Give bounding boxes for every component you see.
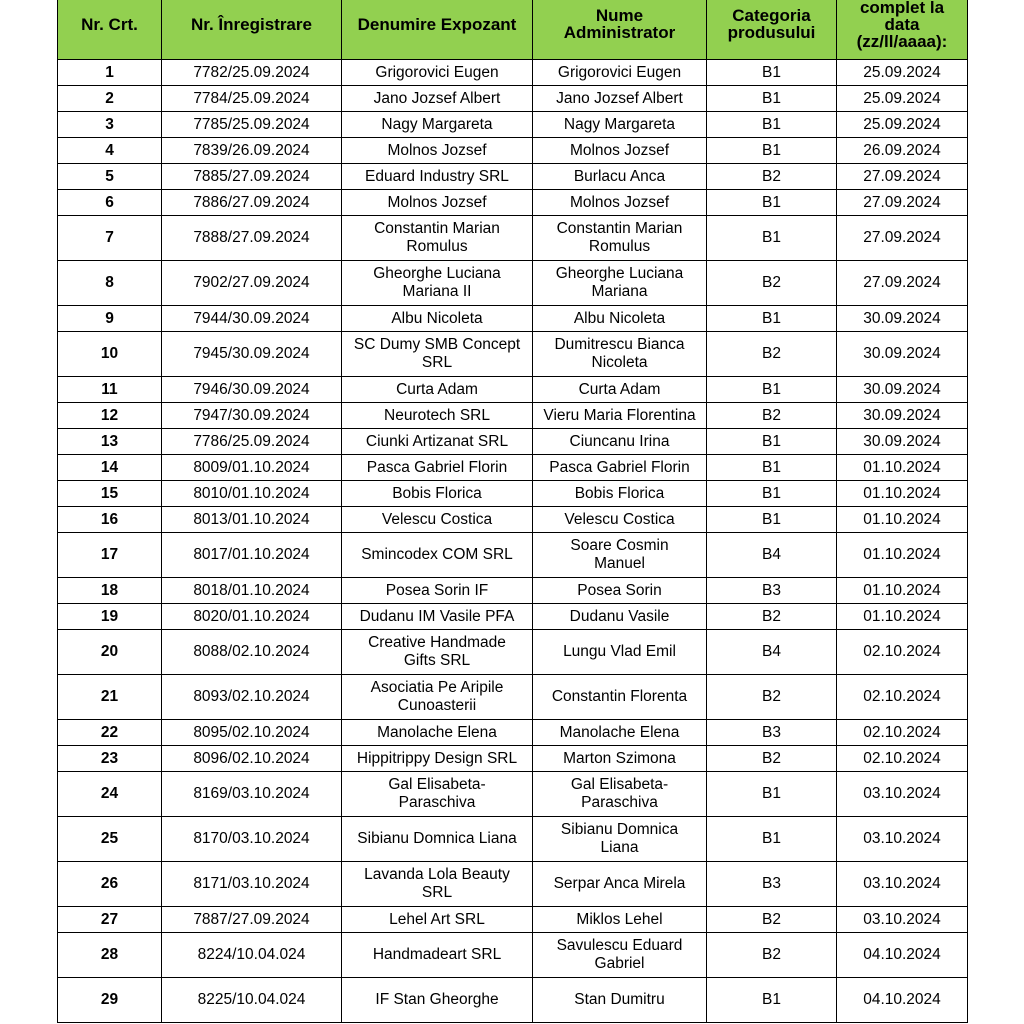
- cell-categoria: B2: [707, 675, 837, 720]
- table-row: [58, 533, 968, 578]
- cell-nume-administrator-line: Stan Dumitru: [574, 991, 665, 1008]
- cell-denumire-expozant-line: Curta Adam: [396, 380, 478, 398]
- cell-data: 03.10.2024: [837, 862, 968, 907]
- header-denumire-expozant: Denumire Expozant: [342, 0, 533, 60]
- cell-nr-inregistrare: 7785/25.09.2024: [162, 112, 342, 138]
- cell-nume-administrator: [533, 261, 707, 306]
- cell-nume-administrator: [533, 817, 707, 862]
- cell-nume-administrator-line: Gabriel: [594, 955, 645, 972]
- table-row: [58, 746, 968, 772]
- cell-nr-crt: 8: [58, 261, 162, 306]
- cell-nume-administrator-line: Velescu Costica: [564, 510, 675, 528]
- table-row: [58, 630, 968, 675]
- cell-nr-crt: 28: [58, 933, 162, 978]
- cell-nume-administrator: [533, 507, 707, 533]
- table-row: [58, 772, 968, 817]
- cell-data: 27.09.2024: [837, 261, 968, 306]
- cell-nr-inregistrare: 7885/27.09.2024: [162, 164, 342, 190]
- cell-nr-crt: 29: [58, 978, 162, 1023]
- cell-nume-administrator-line: Dudanu Vasile: [569, 607, 670, 625]
- cell-nr-inregistrare: 7887/27.09.2024: [162, 907, 342, 933]
- table-row: [58, 306, 968, 332]
- table-row: [58, 907, 968, 933]
- cell-nr-crt: 5: [58, 164, 162, 190]
- cell-nume-administrator-line: Nagy Margareta: [563, 115, 676, 133]
- cell-data: 27.09.2024: [837, 216, 968, 261]
- cell-nume-administrator-line: Manolache Elena: [559, 723, 680, 741]
- cell-nume-administrator-line: Serpar Anca Mirela: [553, 875, 686, 892]
- table-row: [58, 164, 968, 190]
- cell-nume-administrator: [533, 578, 707, 604]
- cell-denumire-expozant-line: Romulus: [406, 238, 468, 255]
- cell-nume-administrator: [533, 481, 707, 507]
- table-row: [58, 190, 968, 216]
- cell-nume-administrator: [533, 332, 707, 377]
- cell-nr-inregistrare: 7886/27.09.2024: [162, 190, 342, 216]
- cell-denumire-expozant: [342, 481, 533, 507]
- cell-categoria: B1: [707, 60, 837, 86]
- cell-nr-crt: 16: [58, 507, 162, 533]
- cell-categoria: B2: [707, 746, 837, 772]
- cell-denumire-expozant-line: Nagy Margareta: [381, 115, 493, 133]
- cell-denumire-expozant-line: Pasca Gabriel Florin: [366, 458, 508, 476]
- cell-denumire-expozant: [342, 772, 533, 817]
- cell-data: 03.10.2024: [837, 772, 968, 817]
- cell-denumire-expozant-line: Ciunki Artizanat SRL: [365, 432, 509, 450]
- cell-nr-crt: 23: [58, 746, 162, 772]
- cell-nr-inregistrare: 8018/01.10.2024: [162, 578, 342, 604]
- cell-denumire-expozant: [342, 377, 533, 403]
- table-row: [58, 455, 968, 481]
- cell-nr-inregistrare: 8009/01.10.2024: [162, 455, 342, 481]
- cell-denumire-expozant: [342, 403, 533, 429]
- cell-denumire-expozant: [342, 675, 533, 720]
- cell-nume-administrator-line: Gheorghe Luciana: [555, 265, 684, 282]
- cell-data: 02.10.2024: [837, 746, 968, 772]
- cell-nr-inregistrare: 8010/01.10.2024: [162, 481, 342, 507]
- table-row: [58, 675, 968, 720]
- cell-data: 03.10.2024: [837, 817, 968, 862]
- table-body: [58, 60, 968, 1023]
- cell-data: 02.10.2024: [837, 630, 968, 675]
- cell-nume-administrator: [533, 907, 707, 933]
- cell-data: 04.10.2024: [837, 933, 968, 978]
- cell-nr-inregistrare: 8224/10.04.024: [162, 933, 342, 978]
- table-row: [58, 138, 968, 164]
- cell-nr-crt: 17: [58, 533, 162, 578]
- cell-categoria: B2: [707, 332, 837, 377]
- cell-nr-inregistrare: 8171/03.10.2024: [162, 862, 342, 907]
- cell-nume-administrator-line: Mariana: [591, 283, 648, 300]
- table-row: [58, 332, 968, 377]
- cell-nume-administrator: [533, 216, 707, 261]
- cell-nume-administrator-line: Pasca Gabriel Florin: [549, 458, 690, 476]
- cell-denumire-expozant-line: Posea Sorin IF: [385, 581, 489, 599]
- cell-nume-administrator: [533, 190, 707, 216]
- table-row: [58, 604, 968, 630]
- cell-categoria: B1: [707, 978, 837, 1023]
- cell-nume-administrator: [533, 377, 707, 403]
- table-row: [58, 578, 968, 604]
- cell-categoria: B2: [707, 403, 837, 429]
- cell-denumire-expozant-line: Sibianu Domnica Liana: [357, 830, 517, 847]
- cell-denumire-expozant-line: Manolache Elena: [377, 723, 497, 741]
- cell-nume-administrator: [533, 86, 707, 112]
- cell-nr-crt: 14: [58, 455, 162, 481]
- cell-data: 30.09.2024: [837, 377, 968, 403]
- cell-nr-inregistrare: 7782/25.09.2024: [162, 60, 342, 86]
- cell-data: 01.10.2024: [837, 604, 968, 630]
- cell-categoria: B2: [707, 261, 837, 306]
- cell-denumire-expozant: [342, 933, 533, 978]
- cell-nr-inregistrare: 8169/03.10.2024: [162, 772, 342, 817]
- cell-nr-crt: 19: [58, 604, 162, 630]
- cell-categoria: B4: [707, 630, 837, 675]
- cell-denumire-expozant: [342, 817, 533, 862]
- cell-nume-administrator: [533, 60, 707, 86]
- cell-nr-crt: 15: [58, 481, 162, 507]
- cell-nume-administrator: [533, 403, 707, 429]
- cell-nume-administrator-line: Soare Cosmin: [570, 537, 669, 554]
- cell-data: 27.09.2024: [837, 190, 968, 216]
- cell-denumire-expozant-line: Lavanda Lola Beauty: [364, 866, 510, 883]
- cell-denumire-expozant-line: Eduard Industry SRL: [365, 167, 509, 185]
- cell-nume-administrator: [533, 630, 707, 675]
- table-row: [58, 720, 968, 746]
- cell-nr-inregistrare: 8017/01.10.2024: [162, 533, 342, 578]
- cell-nr-crt: 6: [58, 190, 162, 216]
- table-row: [58, 817, 968, 862]
- cell-denumire-expozant-line: Paraschiva: [398, 794, 476, 811]
- cell-nr-inregistrare: 8020/01.10.2024: [162, 604, 342, 630]
- cell-data: 01.10.2024: [837, 533, 968, 578]
- cell-denumire-expozant: [342, 907, 533, 933]
- cell-nr-crt: 24: [58, 772, 162, 817]
- cell-data: 01.10.2024: [837, 455, 968, 481]
- header-nume-administrator: Nume Administrator: [533, 0, 707, 60]
- cell-nr-crt: 25: [58, 817, 162, 862]
- cell-data: 27.09.2024: [837, 164, 968, 190]
- cell-nume-administrator-line: Marton Szimona: [563, 749, 676, 767]
- cell-denumire-expozant: [342, 306, 533, 332]
- cell-nume-administrator-line: Gal Elisabeta-: [570, 776, 669, 793]
- cell-data: 25.09.2024: [837, 86, 968, 112]
- cell-denumire-expozant-line: Mariana II: [402, 283, 472, 300]
- cell-data: 01.10.2024: [837, 481, 968, 507]
- cell-categoria: B3: [707, 720, 837, 746]
- cell-denumire-expozant: [342, 164, 533, 190]
- cell-nr-inregistrare: 7902/27.09.2024: [162, 261, 342, 306]
- cell-nume-administrator: [533, 746, 707, 772]
- table-row: [58, 377, 968, 403]
- cell-denumire-expozant: [342, 507, 533, 533]
- cell-nr-crt: 21: [58, 675, 162, 720]
- cell-nume-administrator-line: Lungu Vlad Emil: [563, 643, 676, 660]
- cell-nr-inregistrare: 8170/03.10.2024: [162, 817, 342, 862]
- cell-nume-administrator-line: Grigorovici Eugen: [557, 63, 682, 81]
- cell-nume-administrator-line: Bobis Florica: [574, 484, 665, 502]
- cell-denumire-expozant: [342, 978, 533, 1023]
- header-categoria-produsului: Categoria produsului: [707, 0, 837, 60]
- cell-nr-crt: 18: [58, 578, 162, 604]
- cell-nume-administrator-line: Molnos Jozsef: [569, 193, 670, 211]
- cell-data: 26.09.2024: [837, 138, 968, 164]
- cell-denumire-expozant: [342, 455, 533, 481]
- cell-denumire-expozant: [342, 86, 533, 112]
- cell-data: 01.10.2024: [837, 578, 968, 604]
- cell-nr-crt: 27: [58, 907, 162, 933]
- table-row: [58, 481, 968, 507]
- cell-nume-administrator-line: Ciuncanu Irina: [569, 432, 670, 450]
- cell-data: 02.10.2024: [837, 675, 968, 720]
- cell-data: 03.10.2024: [837, 907, 968, 933]
- cell-nume-administrator: [533, 533, 707, 578]
- cell-nume-administrator-line: Sibianu Domnica: [560, 821, 679, 838]
- table-row: [58, 86, 968, 112]
- table-row: [58, 261, 968, 306]
- cell-nume-administrator-line: Miklos Lehel: [576, 910, 663, 928]
- cell-nr-crt: 10: [58, 332, 162, 377]
- cell-data: 25.09.2024: [837, 60, 968, 86]
- cell-nr-inregistrare: 8013/01.10.2024: [162, 507, 342, 533]
- cell-denumire-expozant: [342, 533, 533, 578]
- cell-nume-administrator: [533, 862, 707, 907]
- cell-categoria: B1: [707, 86, 837, 112]
- cell-categoria: B2: [707, 907, 837, 933]
- cell-nr-crt: 2: [58, 86, 162, 112]
- cell-data: 02.10.2024: [837, 720, 968, 746]
- cell-denumire-expozant-line: Molnos Jozsef: [387, 141, 487, 159]
- cell-denumire-expozant-line: Smincodex COM SRL: [361, 546, 513, 563]
- cell-nume-administrator-line: Constantin Marian: [556, 220, 683, 237]
- table-row: [58, 429, 968, 455]
- cell-denumire-expozant-line: Albu Nicoleta: [391, 309, 483, 327]
- cell-denumire-expozant-line: SRL: [421, 354, 453, 371]
- cell-denumire-expozant: [342, 746, 533, 772]
- cell-nume-administrator: [533, 164, 707, 190]
- cell-denumire-expozant: [342, 261, 533, 306]
- cell-denumire-expozant-line: Gal Elisabeta-: [388, 776, 486, 793]
- cell-categoria: B1: [707, 216, 837, 261]
- cell-nr-inregistrare: 8095/02.10.2024: [162, 720, 342, 746]
- cell-nr-inregistrare: 7839/26.09.2024: [162, 138, 342, 164]
- cell-nr-crt: 3: [58, 112, 162, 138]
- cell-nr-inregistrare: 8225/10.04.024: [162, 978, 342, 1023]
- cell-data: 30.09.2024: [837, 306, 968, 332]
- cell-nume-administrator-line: Paraschiva: [581, 794, 658, 811]
- cell-denumire-expozant: [342, 332, 533, 377]
- cell-categoria: B2: [707, 604, 837, 630]
- cell-categoria: B1: [707, 817, 837, 862]
- cell-denumire-expozant-line: Gifts SRL: [403, 652, 471, 669]
- cell-categoria: B3: [707, 862, 837, 907]
- cell-nr-crt: 11: [58, 377, 162, 403]
- cell-denumire-expozant-line: Handmadeart SRL: [372, 946, 502, 963]
- cell-denumire-expozant-line: SRL: [421, 884, 453, 901]
- cell-nr-crt: 4: [58, 138, 162, 164]
- cell-denumire-expozant: [342, 190, 533, 216]
- cell-nr-inregistrare: 8096/02.10.2024: [162, 746, 342, 772]
- table-row: [58, 933, 968, 978]
- cell-nume-administrator: [533, 112, 707, 138]
- cell-nume-administrator: [533, 978, 707, 1023]
- cell-nume-administrator: [533, 720, 707, 746]
- cell-denumire-expozant: [342, 138, 533, 164]
- cell-nume-administrator: [533, 429, 707, 455]
- cell-categoria: B1: [707, 190, 837, 216]
- cell-nume-administrator-line: Molnos Jozsef: [569, 141, 670, 159]
- cell-denumire-expozant-line: Constantin Marian: [374, 220, 500, 237]
- cell-denumire-expozant: [342, 862, 533, 907]
- table-row: [58, 978, 968, 1023]
- cell-categoria: B1: [707, 507, 837, 533]
- cell-data: 01.10.2024: [837, 507, 968, 533]
- cell-denumire-expozant-line: Jano Jozsef Albert: [373, 89, 501, 107]
- cell-nume-administrator-line: Burlacu Anca: [573, 167, 666, 185]
- cell-denumire-expozant: [342, 112, 533, 138]
- cell-denumire-expozant-line: Lehel Art SRL: [389, 910, 485, 928]
- cell-nume-administrator: [533, 138, 707, 164]
- exhibitors-table: [57, 0, 968, 1023]
- cell-nr-inregistrare: 8093/02.10.2024: [162, 675, 342, 720]
- cell-nume-administrator-line: Vieru Maria Florentina: [543, 406, 696, 424]
- header-nr-inregistrare: Nr. Înregistrare: [162, 0, 342, 60]
- cell-nume-administrator-line: Curta Adam: [578, 380, 661, 398]
- table-row: [58, 112, 968, 138]
- cell-nume-administrator: [533, 772, 707, 817]
- cell-categoria: B2: [707, 933, 837, 978]
- cell-nume-administrator-line: Manuel: [594, 555, 645, 572]
- cell-nr-inregistrare: 7946/30.09.2024: [162, 377, 342, 403]
- cell-nume-administrator-line: Dumitrescu Bianca: [554, 336, 685, 353]
- cell-nr-inregistrare: 7786/25.09.2024: [162, 429, 342, 455]
- cell-denumire-expozant: [342, 216, 533, 261]
- cell-nr-crt: 20: [58, 630, 162, 675]
- cell-data: 25.09.2024: [837, 112, 968, 138]
- cell-denumire-expozant-line: IF Stan Gheorghe: [375, 991, 499, 1008]
- cell-nume-administrator: [533, 455, 707, 481]
- cell-nume-administrator: [533, 306, 707, 332]
- header-nr-crt: Nr. Crt.: [58, 0, 162, 60]
- cell-nr-crt: 9: [58, 306, 162, 332]
- cell-denumire-expozant-line: Grigorovici Eugen: [375, 63, 499, 81]
- cell-nr-inregistrare: 7947/30.09.2024: [162, 403, 342, 429]
- cell-nr-crt: 26: [58, 862, 162, 907]
- cell-denumire-expozant-line: Bobis Florica: [392, 484, 482, 502]
- cell-denumire-expozant-line: Dudanu IM Vasile PFA: [359, 607, 515, 625]
- cell-nr-inregistrare: 7784/25.09.2024: [162, 86, 342, 112]
- cell-data: 30.09.2024: [837, 429, 968, 455]
- table-row: [58, 507, 968, 533]
- cell-nume-administrator-line: Nicoleta: [591, 354, 648, 371]
- cell-nume-administrator-line: Savulescu Eduard: [556, 937, 683, 954]
- cell-nume-administrator-line: Albu Nicoleta: [573, 309, 666, 327]
- cell-nr-crt: 22: [58, 720, 162, 746]
- cell-nr-inregistrare: 7944/30.09.2024: [162, 306, 342, 332]
- cell-nr-inregistrare: 7888/27.09.2024: [162, 216, 342, 261]
- cell-nr-crt: 7: [58, 216, 162, 261]
- cell-nr-inregistrare: 8088/02.10.2024: [162, 630, 342, 675]
- cell-nume-administrator-line: Constantin Florenta: [551, 688, 688, 705]
- cell-denumire-expozant-line: Asociatia Pe Aripile: [370, 679, 504, 696]
- cell-nume-administrator-line: Romulus: [588, 238, 651, 255]
- cell-data: 04.10.2024: [837, 978, 968, 1023]
- cell-nume-administrator-line: Jano Jozsef Albert: [556, 89, 683, 107]
- cell-categoria: B4: [707, 533, 837, 578]
- cell-denumire-expozant-line: Neurotech SRL: [384, 406, 490, 424]
- cell-nr-inregistrare: 7945/30.09.2024: [162, 332, 342, 377]
- cell-denumire-expozant-line: SC Dumy SMB Concept: [353, 336, 521, 353]
- cell-categoria: B1: [707, 112, 837, 138]
- cell-nume-administrator: [533, 933, 707, 978]
- cell-data: 30.09.2024: [837, 332, 968, 377]
- cell-categoria: B1: [707, 306, 837, 332]
- cell-denumire-expozant: [342, 578, 533, 604]
- cell-categoria: B1: [707, 429, 837, 455]
- cell-categoria: B1: [707, 455, 837, 481]
- cell-nume-administrator-line: Liana: [600, 839, 639, 856]
- cell-nume-administrator: [533, 604, 707, 630]
- table-row: [58, 216, 968, 261]
- cell-denumire-expozant: [342, 720, 533, 746]
- cell-categoria: B2: [707, 164, 837, 190]
- header-row: [58, 0, 968, 60]
- cell-nr-crt: 12: [58, 403, 162, 429]
- cell-categoria: B1: [707, 377, 837, 403]
- cell-denumire-expozant-line: Creative Handmade: [368, 634, 506, 651]
- cell-data: 30.09.2024: [837, 403, 968, 429]
- cell-categoria: B1: [707, 138, 837, 164]
- cell-denumire-expozant-line: Velescu Costica: [381, 510, 493, 528]
- cell-denumire-expozant: [342, 604, 533, 630]
- cell-nume-administrator: [533, 675, 707, 720]
- cell-nr-crt: 13: [58, 429, 162, 455]
- cell-denumire-expozant-line: Cunoasterii: [397, 697, 477, 714]
- table-row: [58, 60, 968, 86]
- cell-denumire-expozant: [342, 630, 533, 675]
- cell-nr-crt: 1: [58, 60, 162, 86]
- cell-denumire-expozant: [342, 429, 533, 455]
- cell-nume-administrator-line: Posea Sorin: [577, 581, 662, 599]
- header-complet-la-data: complet la data (zz/ll/aaaa):: [837, 0, 968, 60]
- cell-denumire-expozant: [342, 60, 533, 86]
- cell-categoria: B1: [707, 481, 837, 507]
- table-row: [58, 862, 968, 907]
- table-row: [58, 403, 968, 429]
- cell-categoria: B3: [707, 578, 837, 604]
- cell-denumire-expozant-line: Hippitrippy Design SRL: [356, 749, 518, 767]
- cell-denumire-expozant-line: Molnos Jozsef: [387, 193, 487, 211]
- cell-categoria: B1: [707, 772, 837, 817]
- cell-denumire-expozant-line: Gheorghe Luciana: [373, 265, 501, 282]
